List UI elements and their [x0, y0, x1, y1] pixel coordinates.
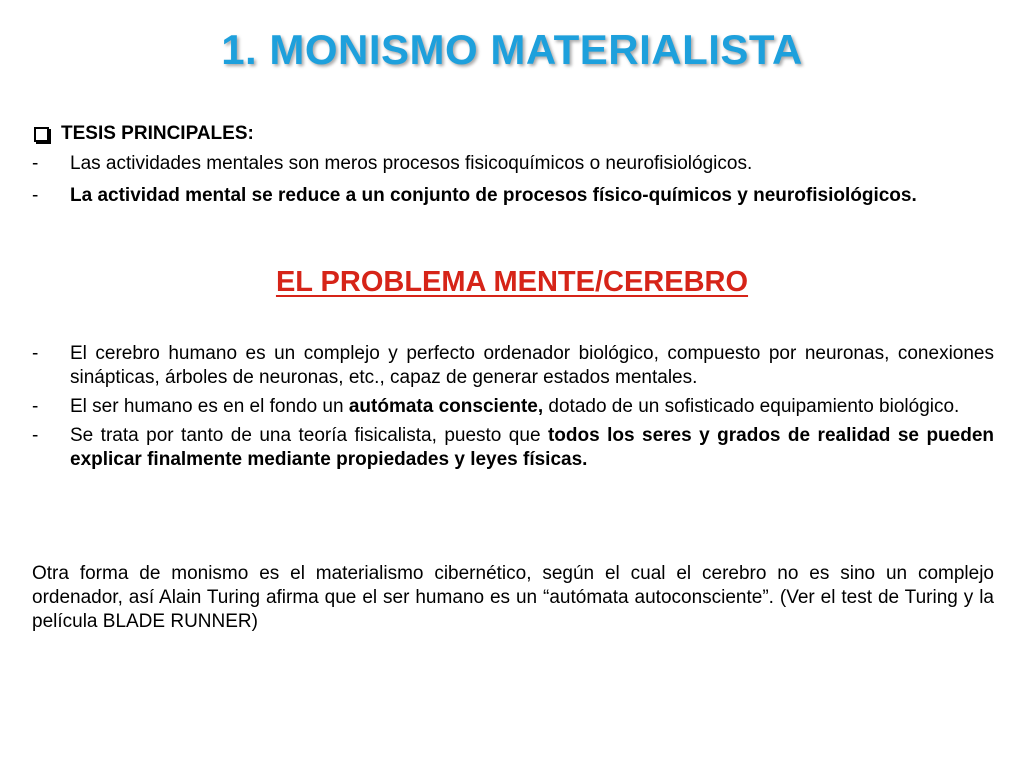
dash-bullet: - — [32, 343, 39, 364]
slide-title: 1. MONISMO MATERIALISTA — [221, 26, 803, 73]
theses-heading-label: TESIS PRINCIPALES: — [61, 123, 254, 144]
closing-paragraph: Otra forma de monismo es el materialismo cibernético, según el cual el cerebro no es sino un complejo ordenador, así Alain Turing afirma que el ser humano es un “autómata autoconsciente”. (Ver el test de Turing y la película BLADE RUNNER) — [32, 563, 994, 632]
dash-bullet: - — [32, 153, 39, 174]
list-item — [32, 424, 994, 472]
text-run: Se trata por tanto de una teoría fisicalista, puesto que — [70, 425, 548, 446]
dash-bullet: - — [32, 396, 39, 417]
dash-bullet: - — [32, 185, 39, 206]
checkbox-bullet-icon — [34, 127, 49, 142]
theses-heading — [32, 122, 994, 146]
list-item-text: El cerebro humano es un complejo y perfecto ordenador biológico, compuesto por neuronas, conexiones sinápticas, árboles de neuronas, etc., capaz de generar estados mentales. — [70, 343, 994, 388]
text-run: El ser humano es en el fondo un — [70, 396, 349, 417]
text-run: dotado de un sofisticado equipamiento biológico. — [543, 396, 960, 417]
list-item-text: Las actividades mentales son meros procesos fisicoquímicos o neurofisiológicos. — [70, 153, 753, 174]
section-subtitle-text: EL PROBLEMA MENTE/CEREBRO — [275, 266, 749, 298]
list-item — [32, 152, 994, 176]
list-item-text — [70, 395, 994, 419]
dash-bullet: - — [32, 425, 39, 446]
list-item — [32, 395, 994, 419]
section-subtitle — [0, 266, 1024, 299]
list-item — [32, 184, 994, 208]
list-item-text: La actividad mental se reduce a un conjunto de procesos físico-químicos y neurofisiológicos. — [70, 185, 917, 206]
list-item — [32, 342, 994, 390]
bold-text-run: todos los seres y grados de realidad se pueden explicar finalmente mediante propiedades y leyes físicas. — [70, 425, 994, 470]
theses-list — [32, 152, 994, 216]
bold-text-run: autómata consciente, — [348, 396, 544, 417]
problem-list — [32, 342, 994, 477]
list-item-text — [70, 424, 994, 472]
